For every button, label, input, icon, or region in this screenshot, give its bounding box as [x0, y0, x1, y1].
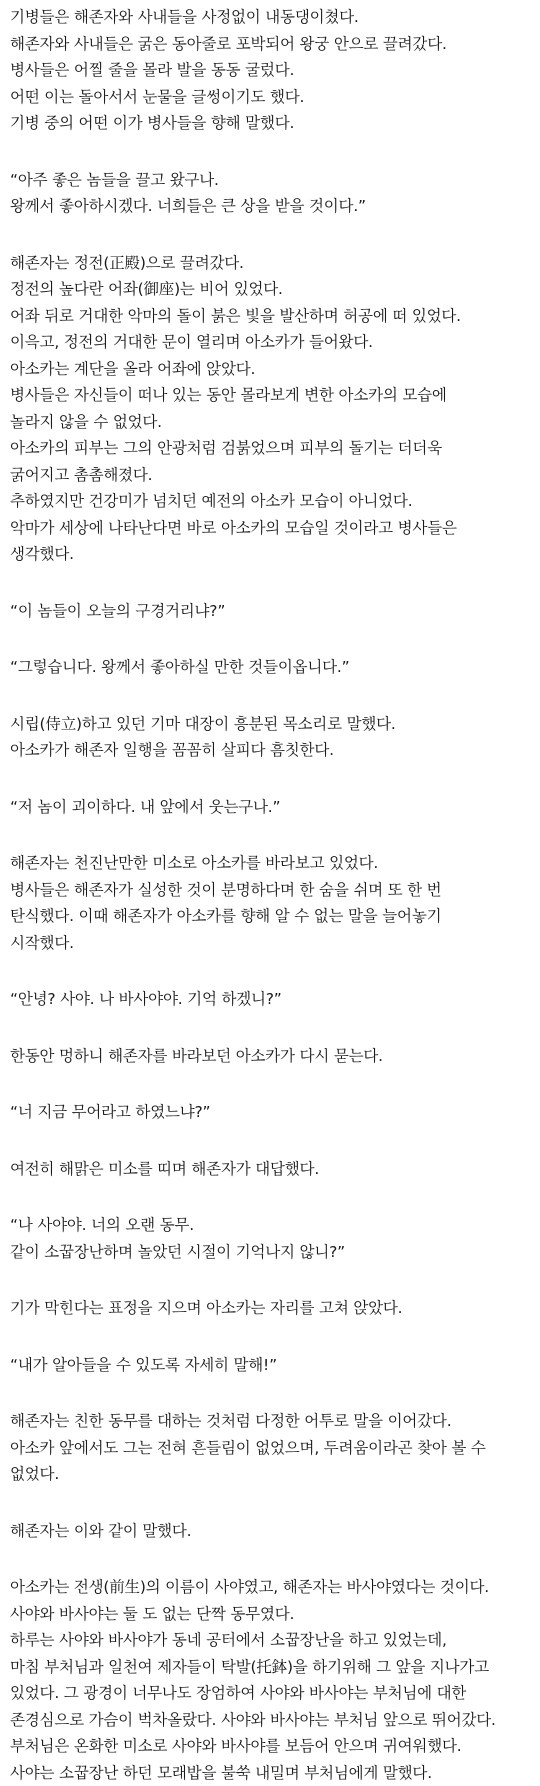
text-line: 하루는 사야와 바사야가 동네 공터에서 소꿉장난을 하고 있었는데, — [10, 1627, 536, 1654]
text-line: 마침 부처님과 일천여 제자들이 탁발(托鉢)을 하기위해 그 앞을 지나가고 — [10, 1654, 536, 1681]
text-line: 해존자는 천진난만한 미소로 아소카를 바라보고 있었다. — [10, 850, 536, 877]
paragraph — [10, 167, 536, 220]
paragraph — [10, 1352, 536, 1379]
text-line: 아소카는 계단을 올라 어좌에 앉았다. — [10, 356, 536, 383]
text-line: 여전히 해맑은 미소를 띠며 해존자가 대답했다. — [10, 1156, 536, 1183]
paragraph — [10, 1518, 536, 1545]
paragraph — [10, 1408, 536, 1488]
paragraph-gap — [10, 1378, 536, 1408]
paragraph — [10, 986, 536, 1013]
paragraph — [10, 1212, 536, 1265]
paragraph — [10, 850, 536, 956]
paragraph-gap — [10, 681, 536, 711]
text-line: 기가 막힌다는 표정을 지으며 아소카는 자리를 고쳐 앉았다. — [10, 1295, 536, 1322]
paragraph — [10, 1099, 536, 1126]
text-line: 부처님은 온화한 미소로 사야와 바사야를 보듬어 안으며 귀여워했다. — [10, 1733, 536, 1760]
text-line: 굵어지고 촘촘해졌다. — [10, 462, 536, 489]
text-line: 기병들은 해존자와 사내들을 사정없이 내동댕이쳤다. — [10, 4, 536, 31]
paragraph-gap — [10, 220, 536, 250]
text-line: 생각했다. — [10, 541, 536, 568]
text-line: 해존자는 이와 같이 말했다. — [10, 1518, 536, 1545]
paragraph-gap — [10, 137, 536, 167]
text-line: 병사들은 자신들이 떠나 있는 동안 몰라보게 변한 아소카의 모습에 — [10, 382, 536, 409]
text-line: 추하였지만 건강미가 넘치던 예전의 아소카 모습이 아니었다. — [10, 488, 536, 515]
text-line: 사야는 소꿉장난 하던 모래밥을 불쑥 내밀며 부처님에게 말했다. — [10, 1760, 536, 1786]
text-line: 해존자는 친한 동무를 대하는 것처럼 다정한 어투로 말을 이어갔다. — [10, 1408, 536, 1435]
paragraph — [10, 4, 536, 137]
paragraph-gap — [10, 764, 536, 794]
text-line: 존경심으로 가슴이 벅차올랐다. 사야와 바사야는 부처님 앞으로 뛰어갔다. — [10, 1707, 536, 1734]
document-page — [10, 4, 536, 1786]
paragraph-gap — [10, 1182, 536, 1212]
paragraph-gap — [10, 1544, 536, 1574]
text-line: 없었다. — [10, 1461, 536, 1488]
text-line: “나 사야야. 너의 오랜 동무. — [10, 1212, 536, 1239]
paragraph — [10, 1574, 536, 1786]
paragraph-gap — [10, 1488, 536, 1518]
text-line: 같이 소꿉장난하며 놀았던 시절이 기억나지 않니?” — [10, 1239, 536, 1266]
text-line: “그렇습니다. 왕께서 좋아하실 만한 것들이옵니다.” — [10, 654, 536, 681]
paragraph-gap — [10, 1126, 536, 1156]
paragraph-gap — [10, 820, 536, 850]
text-line: 병사들은 어찔 줄을 몰라 발을 동동 굴렀다. — [10, 57, 536, 84]
text-line: “안녕? 사야. 나 바사야야. 기억 하겠니?” — [10, 986, 536, 1013]
text-line: 정전의 높다란 어좌(御座)는 비어 있었다. — [10, 276, 536, 303]
text-line: 아소카의 피부는 그의 안광처럼 검붉었으며 피부의 돌기는 더더욱 — [10, 435, 536, 462]
text-line: 아소카는 전생(前生)의 이름이 사야였고, 해존자는 바사야였다는 것이다. — [10, 1574, 536, 1601]
paragraph-gap — [10, 1265, 536, 1295]
text-line: 시립(侍立)하고 있던 기마 대장이 흥분된 목소리로 말했다. — [10, 711, 536, 738]
text-line: 시작했다. — [10, 930, 536, 957]
paragraph — [10, 1295, 536, 1322]
text-line: 아소카가 해존자 일행을 꼼꼼히 살피다 흠칫한다. — [10, 737, 536, 764]
text-line: “아주 좋은 놈들을 끌고 왔구나. — [10, 167, 536, 194]
paragraph-gap — [10, 1013, 536, 1043]
text-line: 왕께서 좋아하시겠다. 너희들은 큰 상을 받을 것이다.” — [10, 193, 536, 220]
text-line: 아소카 앞에서도 그는 전혀 흔들림이 없었으며, 두려움이라곤 찾아 볼 수 — [10, 1435, 536, 1462]
paragraph-gap — [10, 956, 536, 986]
text-line: 있었다. 그 광경이 너무나도 장엄하여 사야와 바사야는 부처님에 대한 — [10, 1680, 536, 1707]
text-line: 병사들은 해존자가 실성한 것이 분명하다며 한 숨을 쉬며 또 한 번 — [10, 877, 536, 904]
text-line: 해존자와 사내들은 굵은 동아줄로 포박되어 왕궁 안으로 끌려갔다. — [10, 31, 536, 58]
paragraph — [10, 654, 536, 681]
text-line: 놀라지 않을 수 없었다. — [10, 409, 536, 436]
paragraph-gap — [10, 624, 536, 654]
text-line: 이윽고, 정전의 거대한 문이 열리며 아소카가 들어왔다. — [10, 329, 536, 356]
text-line: 탄식했다. 이때 해존자가 아소카를 향해 알 수 없는 말을 늘어놓기 — [10, 903, 536, 930]
text-line: “이 놈들이 오늘의 구경거리냐?” — [10, 598, 536, 625]
text-line: “내가 알아들을 수 있도록 자세히 말해!” — [10, 1352, 536, 1379]
paragraph — [10, 598, 536, 625]
paragraph — [10, 1043, 536, 1070]
paragraph — [10, 794, 536, 821]
text-line: “저 놈이 괴이하다. 내 앞에서 웃는구나.” — [10, 794, 536, 821]
paragraph-gap — [10, 568, 536, 598]
paragraph-gap — [10, 1069, 536, 1099]
text-line: 기병 중의 어떤 이가 병사들을 향해 말했다. — [10, 110, 536, 137]
paragraph — [10, 1156, 536, 1183]
text-line: 한동안 멍하니 해존자를 바라보던 아소카가 다시 묻는다. — [10, 1043, 536, 1070]
paragraph — [10, 250, 536, 568]
text-line: 어좌 뒤로 거대한 악마의 돌이 붉은 빛을 발산하며 허공에 떠 있었다. — [10, 303, 536, 330]
text-line: “너 지금 무어라고 하였느냐?” — [10, 1099, 536, 1126]
paragraph-gap — [10, 1322, 536, 1352]
paragraph — [10, 711, 536, 764]
text-line: 악마가 세상에 나타난다면 바로 아소카의 모습일 것이라고 병사들은 — [10, 515, 536, 542]
text-line: 어떤 이는 돌아서서 눈물을 글썽이기도 했다. — [10, 84, 536, 111]
text-line: 해존자는 정전(正殿)으로 끌려갔다. — [10, 250, 536, 277]
text-line: 사야와 바사야는 둘 도 없는 단짝 동무였다. — [10, 1601, 536, 1628]
